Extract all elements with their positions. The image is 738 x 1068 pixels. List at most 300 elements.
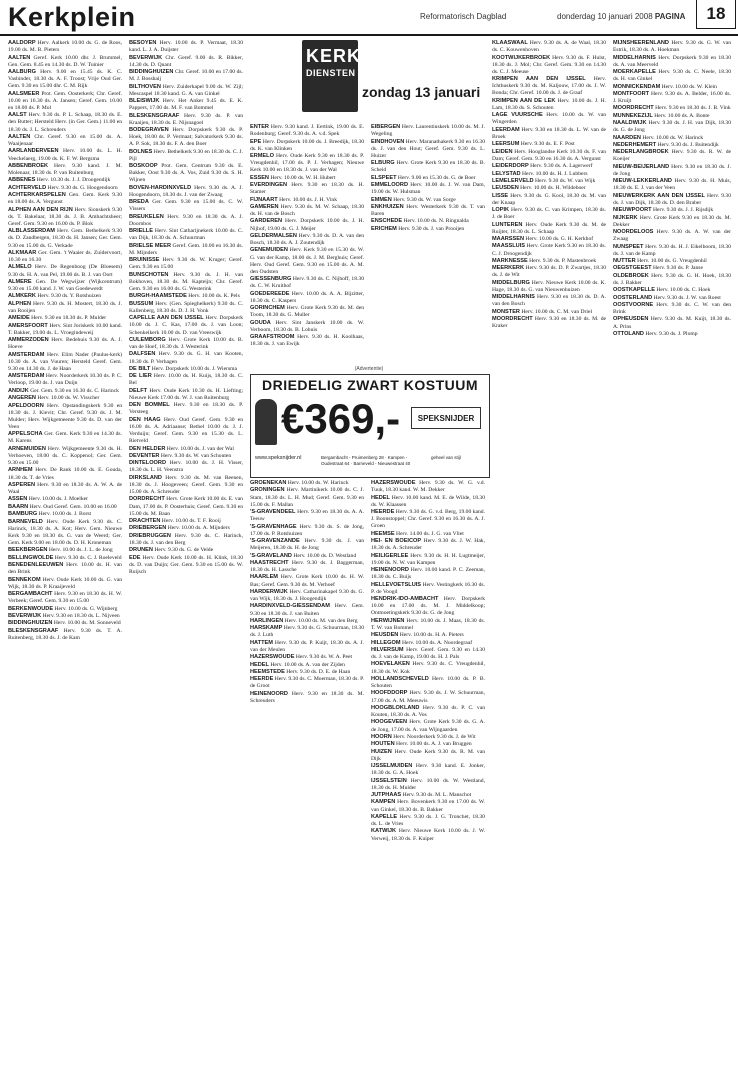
- service-details: Herv. 9.30 ds. M. Kuijt, 18.30 ds. A. Prins: [613, 316, 731, 330]
- service-details: Herv. 9.30 en 18.30 ds. M. Schreuders: [250, 690, 364, 704]
- listing-entry: [492, 112, 606, 126]
- place-name: CAPELLE AAN DEN IJSSEL: [129, 315, 204, 322]
- place-name: ANDIJK: [8, 387, 29, 394]
- advertisement-label: (Advertentie): [354, 366, 384, 372]
- service-details: Chr. Geref. 9.30 en 15.00 ds. A. Waaijenaar: [8, 133, 122, 148]
- listing-entry: [492, 55, 606, 76]
- service-details: Herv. 9.30 ds. W. A. Peet: [295, 654, 353, 661]
- service-details: Herv. Grote Kerk 9.30 ds. M. den Toom, 18.30 ds. G. Muller: [250, 305, 364, 319]
- listing-entry: [250, 291, 364, 305]
- listing-entry: [371, 139, 485, 160]
- listing-entry: [8, 467, 122, 481]
- place-name: APELDOORN: [8, 402, 44, 409]
- listing-entry: [129, 84, 243, 98]
- listing-entry: [250, 480, 364, 487]
- place-name: GRAAFSTROOM: [250, 334, 295, 341]
- listing-entry: [371, 705, 485, 719]
- service-details: Herv. Noorderkerk 10.30 ds. P. C. Verloop, 19.00 ds. J. van Duijn: [8, 373, 122, 387]
- service-details: Herv. Oude Kerk 9.30 en 18.30 ds. P. Vreugdenhil, 17.00 ds. P. J. Verhagen; Nieuwe Kerk 10.00 en 18.30 ds. J. van der Wal: [250, 153, 364, 174]
- service-details: Herv. 9.30 ds. A. Lagerwerf: [530, 163, 593, 170]
- listing-entry: [613, 265, 731, 272]
- service-details: Herv. 9.30 ds. J. G. Tronchet, 18.30 ds. L. de Vries: [371, 813, 485, 828]
- place-name: HUIZEN: [371, 748, 392, 755]
- listing-entry: [129, 40, 243, 54]
- place-name: ELSPEET: [371, 174, 397, 181]
- listing-entry: [371, 828, 485, 842]
- place-name: MEERKERK: [492, 265, 525, 272]
- service-details: Herv. 10.00 ds. J. H. Visser, 18.30 ds. L. H. Veenstra: [129, 460, 243, 474]
- listing-entry: [613, 178, 731, 192]
- service-details: Herv. 9.30 ds. J. J. Rijsdijk: [652, 207, 714, 214]
- ad-slogan: geheel van stijl: [431, 455, 461, 460]
- place-name: NOORDELOOS: [613, 229, 654, 236]
- place-name: LEERSUM: [492, 141, 520, 148]
- listing-entry: [250, 691, 364, 705]
- place-name: GAMEREN: [250, 203, 279, 210]
- place-name: HOOGBLOKLAND: [371, 704, 420, 711]
- service-details: Herv. 9.30 ds. P. C. van Kouten, 18.30 ds. A. Vos: [371, 704, 485, 718]
- place-name: LISSE: [492, 192, 509, 199]
- place-name: NAARDEN: [613, 134, 641, 141]
- listing-entry: [8, 337, 122, 351]
- advertisement: [250, 374, 490, 478]
- listing-entry: [371, 226, 485, 233]
- place-name: BARNEVELD: [8, 518, 43, 525]
- place-name: ENTER: [250, 124, 269, 130]
- service-details: Ger. Gem. 9.30 en 15.00 ds. C. W. Vissers: [129, 199, 243, 213]
- page-number: 18: [696, 0, 736, 29]
- listing-entry: [492, 178, 606, 185]
- place-name: IJSSELMUIDEN: [371, 763, 413, 770]
- service-details: Herv. 10.00 ds. A. Noordegraaf: [401, 639, 473, 646]
- listing-entry: [129, 525, 243, 532]
- service-details: Herv. Grote Kerk 9.30 en 18.30 ds. M. Dekker: [613, 214, 731, 228]
- place-name: OOSTVOORNE: [613, 301, 654, 308]
- listing-entry: [250, 218, 364, 232]
- listing-entry: [371, 218, 485, 225]
- service-details: Herv. 9.30 ds. A. W. van der Zwaag: [613, 229, 731, 243]
- service-details: Herv. Oude Kerk 10.00 ds. H. Klink, 18.30 ds. D. van Duijn; Ger. Gem. 9.30 en 15.00 ds. W. Ruijsch: [129, 554, 243, 575]
- listing-entry: [371, 734, 485, 741]
- service-details: Herv. Bedehuis 9.30 ds. A. J. Hoeve: [8, 337, 122, 351]
- place-name: BOSKOOP: [129, 163, 158, 170]
- place-name: ANGEREN: [8, 395, 36, 402]
- place-name: EIBERGEN: [371, 124, 401, 130]
- place-name: OOSTERLAND: [613, 294, 653, 301]
- service-details: Herv. 9.30 ds. P. Kuijt, 18.30 ds. A. J. van der Meulen: [250, 639, 364, 653]
- service-details: Geref. Gem. 10.00 en 16.30 ds. M. Mijnders: [129, 242, 243, 256]
- listing-entry: [129, 228, 243, 242]
- service-details: Herv. Oude Kerk 9.30 ds. M. de Ruijter, 18.30 ds. L. Schaap: [492, 221, 606, 235]
- place-name: MOERKAPELLE: [613, 69, 656, 75]
- service-details: Herv. Oude Kerk 9.30 ds. C. Harinck, 18.30 ds. A. Kot; Herv. Gem. Nieuwe Kerk 9.30 en 18.30 ds. G. van de Weerd; Ger. Gem. Kerk 9.00 en 18.00 ds. D. H. Kroneman: [8, 518, 122, 546]
- listing-entry: [371, 197, 485, 204]
- service-details: Herv. 9.30 kand. E. Jonker, 18.30 ds. G. A. Hoek: [371, 763, 485, 777]
- listing-entry: [250, 574, 364, 588]
- listing-entry: [492, 207, 606, 221]
- place-name: HOOGEVEEN: [371, 719, 408, 726]
- service-details: Herv. Geref. Gem. 9.30 en 14.30 ds. J. van de Kamp, 19.00 ds. H. J. Pals: [371, 646, 485, 660]
- service-details: Herv. 10.00 ds. C. M. van Driel: [521, 308, 593, 315]
- listing-entry: [8, 446, 122, 467]
- listing-entry: [129, 55, 243, 69]
- place-name: HEINENOORD: [250, 690, 288, 697]
- listing-entry: [129, 460, 243, 474]
- listing-entry: [129, 185, 243, 199]
- service-details: Herv. Bethelkerk 9.30 en 18.30 ds. C. J. Pijl: [129, 148, 243, 162]
- service-details: Herv. 10.00 ds. J. Moelker: [28, 496, 88, 503]
- place-name: EMMEN: [371, 196, 392, 203]
- listing-entry: [250, 538, 364, 552]
- place-name: NIEUWERKERK AAN DEN IJSSEL: [613, 192, 705, 199]
- listing-entry: [250, 509, 364, 523]
- place-name: AMMERZODEN: [8, 337, 49, 344]
- listing-entry: [613, 142, 731, 149]
- place-name: GROENEKAN: [250, 480, 287, 486]
- listing-entry: [250, 233, 364, 247]
- place-name: ALMELO: [8, 264, 32, 271]
- listing-entry: [613, 69, 731, 83]
- service-details: Herv. 10.00 ds. G. Wijnberg: [54, 605, 118, 612]
- service-details: Herv. De Regenboog (De Bloesem) 9.30 ds. H. A. van Pel, 19.00 ds. B. J. van Oort: [8, 264, 122, 278]
- listing-entry: [250, 305, 364, 319]
- listing-entry: [250, 560, 364, 574]
- service-details: Herv. 14.00 ds. J. G. van Vliet: [396, 530, 464, 537]
- service-details: Gen. De Wegwijzer (Wijkcentrum) 9.30 en 15.00 kand. J. W. van Goedewerdt: [8, 278, 122, 293]
- listing-entry: [492, 185, 606, 192]
- place-name: HARLINGEN: [250, 617, 284, 624]
- place-name: BELLINGWOLDE: [8, 554, 54, 561]
- service-details: Ger. Gem. Kerk 9.30 en 14.30 ds. M. Karens: [8, 431, 122, 445]
- listing-entry: [8, 323, 122, 337]
- service-details: Herv. 10.00 ds. C. Hoek: [656, 287, 711, 294]
- listing-entry: [8, 264, 122, 278]
- service-details: Herv. 10.00 ds. P. B. Schouten: [371, 675, 485, 689]
- listing-entry: [492, 265, 606, 279]
- listing-entry: [613, 244, 731, 258]
- service-details: Herv. Maranathakerk 9.30 en 16.30 ds. J. van den Hout; Geref. Gem. 9.30 ds. L. Huizer: [371, 138, 485, 159]
- service-details: Herv. 9.30 ds. G. W. van Estrik, 18.30 ds. A. Hoekman: [613, 40, 731, 54]
- service-details: Herv. Zuiderkapel 9.00 ds. W. Zijl; Mescaspel 18.30 kand. G. A. van Ginkel: [129, 83, 243, 97]
- service-details: Herv. 9.00 en 15.30 ds. G. de Boer: [397, 174, 476, 181]
- service-details: Herv. 9.30 ds. J. Plomp: [645, 330, 698, 337]
- service-details: Herv. Grote Kerk 10.00 ds. B. van de Hoef, 18.30 ds. J. Westerink: [129, 336, 243, 351]
- service-details: Herv. 9.30 en 18.30 ds. A. J. Doornbos: [129, 213, 243, 227]
- service-details: Herv. Catharinakapel 9.30 ds. G. van Wijk, 18.30 ds. J. Hoogendijk: [250, 588, 364, 602]
- listing-entry: [371, 792, 485, 799]
- service-details: Herv. 9.30 en 18.30 ds. M. de Kraker: [492, 316, 606, 330]
- place-name: BOLNES: [129, 148, 153, 155]
- place-name: BEVERWIJK: [129, 54, 163, 61]
- listing-entry: [250, 197, 364, 204]
- service-details: Herv. Grote Kerk 10.00 ds. H. W. Bas; Geref. Gem. 9.30 ds. M. Verhoef: [250, 574, 364, 588]
- listing-entry: [492, 149, 606, 163]
- listing-entry: [8, 91, 122, 112]
- place-name: OTTOLAND: [613, 330, 644, 337]
- place-name: GIESSENBURG: [250, 276, 292, 283]
- place-name: BREDA: [129, 199, 149, 206]
- place-name: KOOTWIJKERBROEK: [492, 54, 551, 61]
- place-name: ENSCHEDE: [371, 218, 403, 225]
- place-name: DE LIER: [129, 373, 152, 380]
- place-name: MOORDRECHT: [492, 316, 533, 323]
- place-name: KAMPEN: [371, 799, 396, 806]
- listing-entry: [250, 247, 364, 276]
- listing-entry: [492, 316, 606, 330]
- listing-entry: [371, 778, 485, 792]
- listing-column-3: [250, 124, 364, 362]
- listing-entry: [371, 749, 485, 763]
- page-header: [0, 0, 738, 36]
- listing-column-4: [371, 124, 485, 362]
- listing-entry: [613, 164, 731, 178]
- service-details: Herv. 9.30 ds. J. W. van Roest: [653, 294, 721, 301]
- place-name: OOSTKAPELLE: [613, 287, 655, 294]
- service-details: Herv. Oude Kerk 9.30 ds. R. M. van Dijk: [371, 748, 485, 762]
- place-name: AMERSFOORT: [8, 322, 48, 329]
- service-details: Herv. 9.30 ds. M. L. Manschot: [402, 792, 472, 799]
- box-line-2: DIENSTEN: [306, 68, 356, 78]
- listing-entry: [371, 124, 485, 138]
- listing-entry: [129, 337, 243, 351]
- service-details: Herv. Nieuwe Kerk 10.00 ds. J. W. Verweij, 18.30 ds. F. Kuiper: [371, 828, 485, 842]
- service-details: Herv. 9.30 ds. G. H. van Kooten, 18.30 ds. P. Verhagen: [129, 351, 243, 365]
- listing-entry: [371, 567, 485, 581]
- service-details: Herv. Oude Kerk 10.30 ds. H. Liefting; Nieuwe Kerk 17.00 ds. W. J. van Ruitenburg: [129, 387, 243, 401]
- place-name: ALMERE: [8, 278, 32, 285]
- listing-entry: [8, 352, 122, 373]
- service-details: Herv. Dorpskerk 10.00 ds. J. Breedijk, 18.30 ds. K. van Klinken: [250, 138, 364, 152]
- place-name: HOLLANDSCHEVELD: [371, 675, 429, 682]
- service-details: Herv. 10.00 ds. W. Visscher: [37, 395, 100, 402]
- listing-entry: [129, 293, 243, 300]
- service-details: Herv. Wijkgemeente 9.30 ds. H. Verhoeven, 18.00 ds. C. Koppenol; Ger. Gem. 9.30 en 15.00: [8, 445, 122, 467]
- place-name: ELBURG: [371, 160, 395, 167]
- listing-entry: [8, 431, 122, 445]
- place-name: ACHTERVELD: [8, 184, 47, 191]
- service-details: Herv. 9.30 ds. C. Neele, 18.30 ds. H. van Ginkel: [613, 69, 731, 83]
- listing-entry: [250, 276, 364, 290]
- service-details: Herv. 9.30 ds. C. Nijhoff, 18.30 ds. C. W. Kruithof: [250, 276, 364, 290]
- service-details: Herv. 9.30 ds. H. J. Eikelboom, 18.30 ds. J. van de Kamp: [613, 243, 731, 257]
- service-details: Herv. 9.30 en 18.30 ds. D. A. van den Bosch: [492, 294, 606, 308]
- listing-entry: [613, 149, 731, 163]
- listing-entry: [250, 553, 364, 560]
- service-details: Herv. 9.30 ds. W. van Wijk: [534, 177, 596, 184]
- service-details: Herv. 10.00 ds. M. van den Berg: [284, 617, 358, 624]
- place-name: NIJKERK: [613, 214, 638, 221]
- place-name: AMEIDE: [8, 315, 30, 322]
- place-name: ABBENES: [8, 177, 36, 184]
- service-details: Herv. Kerk 9.30 en 15.30 ds. W. G. van der Kamp, 18.00 ds. J. M. Berghuis; Geref. Herv. Oud Geref. Gem. 9.30 en 15.00 ds. A. M. den Oudsten: [250, 247, 364, 275]
- listing-entry: [371, 640, 485, 647]
- listing-entry: [8, 69, 122, 90]
- service-details: Herv. 10.00 ds. H. van den Brink: [8, 562, 122, 576]
- place-name: HEDEL: [250, 661, 269, 668]
- service-details: Herv. 9.30 ds. W. van Sorge: [393, 196, 456, 203]
- place-name: BERKENWOUDE: [8, 605, 54, 612]
- place-name: HERWIJNEN: [371, 617, 405, 624]
- listing-entry: [250, 182, 364, 196]
- service-details: Herv. Opstandingskerk 9.30 en 18.30 ds. J. Kievit; Chr. Geref. 9.30 ds. J. M. Mulder; Herv. Wijkgemeente 9.30 ds. D. van der Veen: [8, 402, 122, 430]
- listing-entry: [8, 388, 122, 395]
- place-name: HAZERSWOUDE: [371, 480, 416, 486]
- listing-entry: [492, 222, 606, 236]
- listing-entry: [613, 207, 731, 214]
- place-name: MONNICKENDAM: [613, 83, 661, 90]
- place-name: HEUSDEN: [371, 632, 399, 639]
- service-details: Herv. 9.30 ds. E. F. Post: [520, 141, 575, 148]
- service-details: Herv. Hooglandse Kerk 10.30 ds. F. van Dam; Geref. Gem. 9.30 en 16.30 ds. A. Vergunst: [492, 148, 606, 162]
- place-name: DRIEBRUGGEN: [129, 532, 171, 539]
- listing-entry: [8, 373, 122, 387]
- service-details: Herv. 9.30 ds. W. Kruger; Geref. Gem. 9.30 en 15.00: [129, 257, 243, 271]
- listing-column-5: [492, 40, 606, 1058]
- service-details: Herv. 9.30 ds. C. J. Roeleveld: [54, 554, 122, 561]
- listing-entry: [8, 134, 122, 148]
- place-name: MARKNESSE: [492, 257, 528, 264]
- listing-entry: [250, 204, 364, 218]
- listing-entry: [8, 562, 122, 576]
- place-name: MIDDELHARNIS: [492, 294, 535, 301]
- place-name: BERGAMBACHT: [8, 591, 53, 597]
- place-name: BILTHOVEN: [129, 83, 161, 90]
- place-name: HEILIGERLEE: [371, 552, 409, 559]
- service-details: Herv. Grote Kerk 9.30 en 18.30 ds. B. Scheid: [371, 160, 485, 174]
- listing-entry: [371, 596, 485, 617]
- page-label: PAGINA: [654, 12, 686, 21]
- service-details: Herv. 10.00 ds. D. Westland: [293, 552, 357, 559]
- service-details: Herv. 10.00 ds. W. Westland, 18.30 ds. H. Mulder: [371, 777, 485, 791]
- service-details: Herv. 9.30 en 18.30 ds. L. Nijveen: [42, 612, 120, 619]
- ad-headline: DRIEDELIG ZWART KOSTUUM: [261, 377, 479, 393]
- service-details: Herv. Dorpskerk 9.30 ds. P. Hoek, 18.00 ds. P. Vermaat; Salvatorkerk 9.30 ds. A. P. Sok, 18.30 ds. F. A. den Boer: [129, 127, 243, 148]
- listing-entry: [8, 207, 122, 228]
- place-name: BRIELSE MEER: [129, 242, 172, 249]
- listing-entry: [129, 243, 243, 257]
- listing-entry: [371, 553, 485, 567]
- service-details: Herv. Dorpskerk 10.00 ds. J. Wiersma: [151, 365, 237, 372]
- place-name: LEERDAM: [492, 126, 520, 133]
- listing-entry: [8, 620, 122, 627]
- listing-entry: [250, 589, 364, 603]
- place-name: BESOYEN: [129, 40, 157, 46]
- place-name: BENEDENLEEUWEN: [8, 562, 64, 568]
- service-details: Herv. 9.30 ds. W. van Schouten: [160, 452, 232, 459]
- service-details: Herv. Martinikerk 10.00 ds. C. J. Stam, 18.30 ds. L. H. Mud; Geref. Gem. 9.30 en 15.00 ds. F. Mallan: [250, 487, 364, 508]
- service-details: Herv. 9.30 kand. J. Eertink, 19.00 ds. E. Rodenburg; Geref. 9.30 ds. A. v.d. Spek: [250, 124, 364, 138]
- place-name: OPHEUSDEN: [613, 316, 649, 323]
- place-name: EPE: [250, 138, 262, 145]
- place-name: ALPHEN: [8, 300, 31, 307]
- service-details: Herv. 9.30 ds. P. Mastenbroek: [529, 257, 597, 264]
- place-name: BUSSUM: [129, 300, 154, 307]
- place-name: ALBLASSERDAM: [8, 228, 55, 235]
- service-details: Herv. Aalkerk 10.00 ds. G. de Roos, 19.00 ds. M. B. Pieters: [8, 40, 122, 54]
- service-details: Herv. 9.30 ds. J. van Prooijen: [398, 225, 465, 232]
- place-name: EVERDINGEN: [250, 182, 287, 188]
- listing-column-6: [613, 40, 731, 1058]
- listing-entry: [250, 662, 364, 669]
- service-details: Herv. 9.30 ds. G. Hoogendoorn: [47, 184, 118, 191]
- listing-entry: [129, 373, 243, 387]
- sunday-heading: zondag 13 januari: [362, 84, 481, 100]
- listing-entry: [371, 204, 485, 218]
- place-name: BLESKENSGRAAF: [8, 627, 59, 634]
- service-details: Herv. 10.00 ds. N. Ringnalda: [403, 218, 469, 225]
- service-details: Herv. Ichthuskerk 9.30 ds. M. Kaljouw, 17.00 ds. J. W. Bonda; Chr. Geref. 10.00 ds. J. de Graaf: [492, 76, 606, 97]
- service-details: Herv. 10.00 ds. W. Harinck: [642, 134, 704, 141]
- place-name: AALTEN: [8, 54, 31, 61]
- listing-entry: [613, 84, 731, 91]
- listing-entry: [250, 320, 364, 334]
- place-name: ASSEN: [8, 496, 28, 503]
- listing-entry: [613, 295, 731, 302]
- listing-entry: [250, 139, 364, 153]
- service-details: Herv. Gem. 9.30 en 18.30 ds. J. van Buiten: [250, 603, 364, 617]
- place-name: GENEMUIDEN: [250, 247, 288, 254]
- listing-entry: [8, 547, 122, 554]
- place-name: 'S-GRAVELAND: [250, 552, 292, 559]
- place-name: ALPHEN AAN DEN RIJN: [8, 206, 73, 213]
- place-name: DINTELOORD: [129, 460, 166, 467]
- service-details: Herv. 9.30 en 18.30 ds. L. W. van de Broek: [492, 126, 606, 140]
- listing-entry: [613, 215, 731, 229]
- service-details: Herv. 9.30 kand. J. M. Molenaar, 18.30 ds. P. van Ruitenburg: [8, 162, 122, 177]
- listing-entry: [8, 613, 122, 620]
- place-name: AALTEN: [8, 133, 31, 140]
- service-details: Herv. 10.00 ds. J. W. van Dam, 19.00 ds. W. Hulsman: [371, 182, 485, 196]
- service-details: Herv. Vestingkerk 16.30 ds. P. de Voogd: [371, 581, 485, 595]
- place-name: EDE: [129, 554, 141, 561]
- place-name: APPELSCHA: [8, 431, 43, 438]
- listing-entry: [129, 351, 243, 365]
- listing-entry: [492, 127, 606, 141]
- place-name: LEUSDEN: [492, 185, 519, 192]
- listing-entry: [250, 175, 364, 182]
- service-details: Herv. 9.30 en 18.30 ds. H. Stamer: [250, 182, 364, 196]
- listing-column-4-lower: [371, 480, 485, 1058]
- place-name: BREUKELEN: [129, 213, 164, 220]
- place-name: LELYSTAD: [492, 170, 521, 177]
- place-name: DORDRECHT: [129, 496, 165, 503]
- place-name: BODEGRAVEN: [129, 127, 169, 133]
- place-name: MIJNSHEERENLAND: [613, 40, 669, 46]
- service-details: Herv. Laurentiuskerk 10.00 ds. M. J. Wegeling: [371, 124, 485, 138]
- service-details: Herv. 9.30 ds. C. W. van den Brink: [613, 301, 731, 316]
- listing-entry: [250, 640, 364, 654]
- service-details: Herv. 9.30 ds. C. Vreugdenhil, 18.30 ds. W. Kok: [371, 661, 485, 675]
- listing-entry: [129, 518, 243, 525]
- service-details: Herv. 9.30 ds. G. Kool, 18.30 ds. M. van der Knaap: [492, 192, 606, 206]
- listing-entry: [613, 331, 731, 338]
- service-details: Herv. 10.00 ds. A. Mijnders: [167, 525, 230, 532]
- service-details: Herv. 9.30 ds. M. van Reenen, 18.30 ds. J. Hoogeveen; Geref. Gem. 9.30 en 15.00 ds. A. Schreuder: [129, 474, 243, 496]
- place-name: MAASSLUIS: [492, 243, 525, 250]
- place-name: NIEUWPOORT: [613, 207, 652, 214]
- place-name: KATWIJK: [371, 828, 397, 835]
- service-details: Herv. 9.30 ds. J. van Dijk, 18.30 ds. D. den Braber: [613, 192, 731, 206]
- place-name: OLDEBROEK: [613, 272, 649, 279]
- place-name: BAARN: [8, 503, 29, 510]
- listing-entry: [371, 690, 485, 704]
- listing-entry: [8, 163, 122, 177]
- place-name: HEEMSTEDE: [250, 668, 285, 675]
- service-details: Geref. Kerk 10.00 dhr. J. Brummel, Gen. Gem. 8.45 en 14.30 ds. D. W. Tuinier: [8, 54, 122, 68]
- newspaper-name: Reformatorisch Dagblad: [420, 12, 507, 21]
- listing-entry: [250, 618, 364, 625]
- listing-entry: [250, 334, 364, 348]
